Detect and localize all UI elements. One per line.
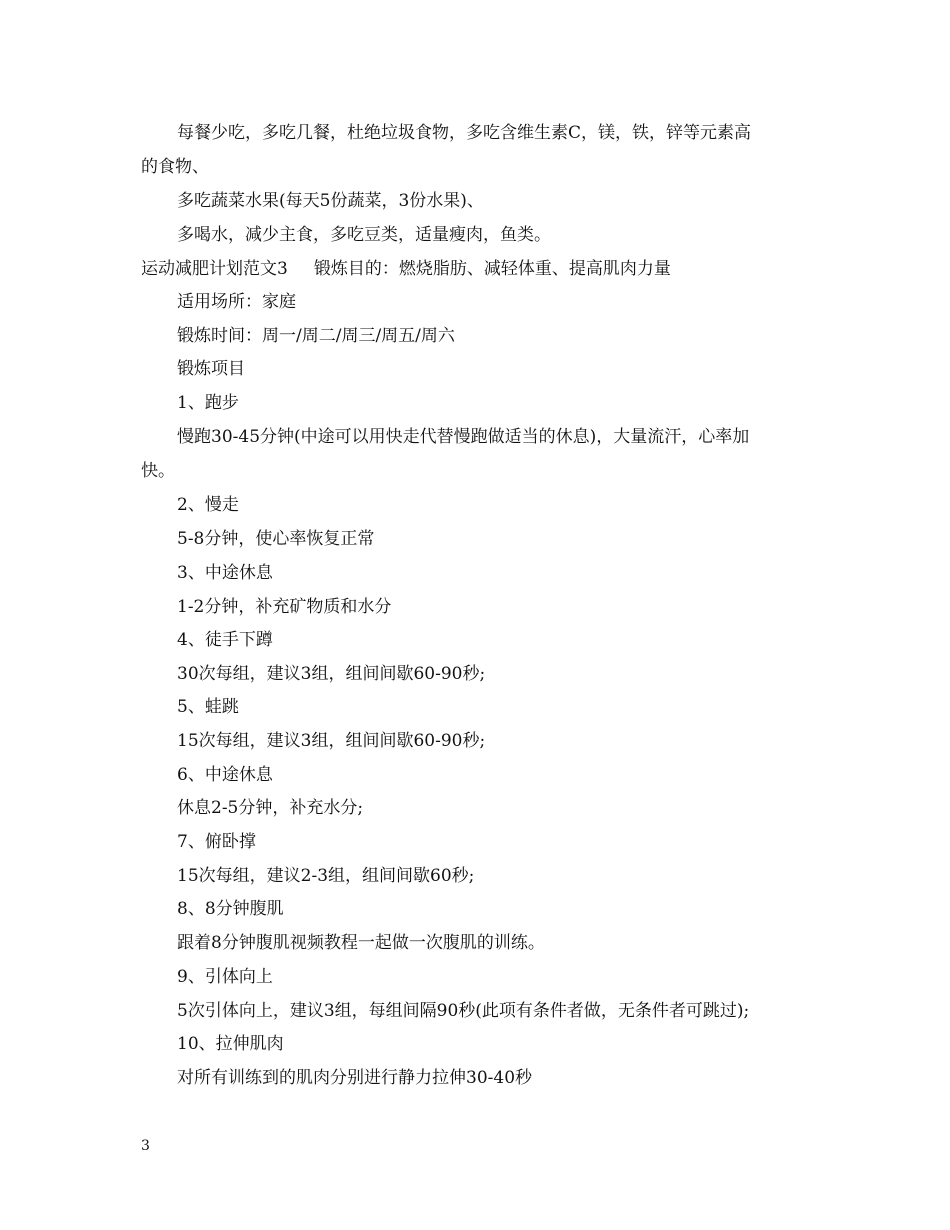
- item-desc: 15次每组，建议3组，组间间歇60-90秒;: [177, 731, 486, 751]
- section-title: 运动减肥计划范文3: [141, 259, 288, 279]
- item-desc: 5次引体向上，建议3组，每组间隔90秒(此项有条件者做，无条件者可跳过);: [177, 1001, 750, 1021]
- item-title: 10、拉伸肌肉: [177, 1034, 284, 1054]
- paragraph-diet-2: 多吃蔬菜水果(每天5份蔬菜，3份水果)、: [177, 191, 484, 211]
- paragraph-diet-1: 每餐少吃，多吃几餐，杜绝垃圾食物，多吃含维生素C，镁，铁，锌等元素高: [177, 123, 752, 143]
- exercise-time: 锻炼时间：周一/周二/周三/周五/周六: [177, 326, 455, 346]
- item-title: 3、中途休息: [177, 563, 273, 583]
- item-title: 4、徒手下蹲: [177, 630, 273, 650]
- exercise-items-title: 锻炼项目: [177, 359, 245, 379]
- item-desc: 休息2-5分钟，补充水分;: [177, 798, 364, 818]
- item-desc: 跟着8分钟腹肌视频教程一起做一次腹肌的训练。: [177, 933, 545, 953]
- section-heading-row: [141, 258, 671, 280]
- item-title: 7、俯卧撑: [177, 832, 256, 852]
- item-title: 2、慢走: [177, 495, 239, 515]
- exercise-goal: 锻炼目的：燃烧脂肪、减轻体重、提高肌肉力量: [313, 259, 671, 279]
- paragraph-diet-3: 多喝水，减少主食，多吃豆类，适量瘦肉，鱼类。: [177, 225, 551, 245]
- item-desc-cont: 快。: [141, 461, 175, 481]
- item-desc: 1-2分钟，补充矿物质和水分: [177, 597, 392, 617]
- item-desc: 30次每组，建议3组，组间间歇60-90秒;: [177, 664, 486, 684]
- paragraph-diet-1-cont: 的食物、: [141, 157, 209, 177]
- item-title: 9、引体向上: [177, 967, 273, 987]
- item-title: 5、蛙跳: [177, 697, 239, 717]
- item-desc: 15次每组，建议2-3组，组间间歇60秒;: [177, 866, 475, 886]
- item-desc: 慢跑30-45分钟(中途可以用快走代替慢跑做适当的休息)，大量流汗，心率加: [177, 427, 750, 447]
- exercise-place: 适用场所：家庭: [177, 292, 296, 312]
- page-number: 3: [141, 1138, 150, 1154]
- item-desc: 对所有训练到的肌肉分别进行静力拉伸30-40秒: [177, 1068, 533, 1088]
- item-title: 6、中途休息: [177, 765, 273, 785]
- item-title: 1、跑步: [177, 393, 239, 413]
- item-desc: 5-8分钟，使心率恢复正常: [177, 529, 375, 549]
- item-title: 8、8分钟腹肌: [177, 899, 284, 919]
